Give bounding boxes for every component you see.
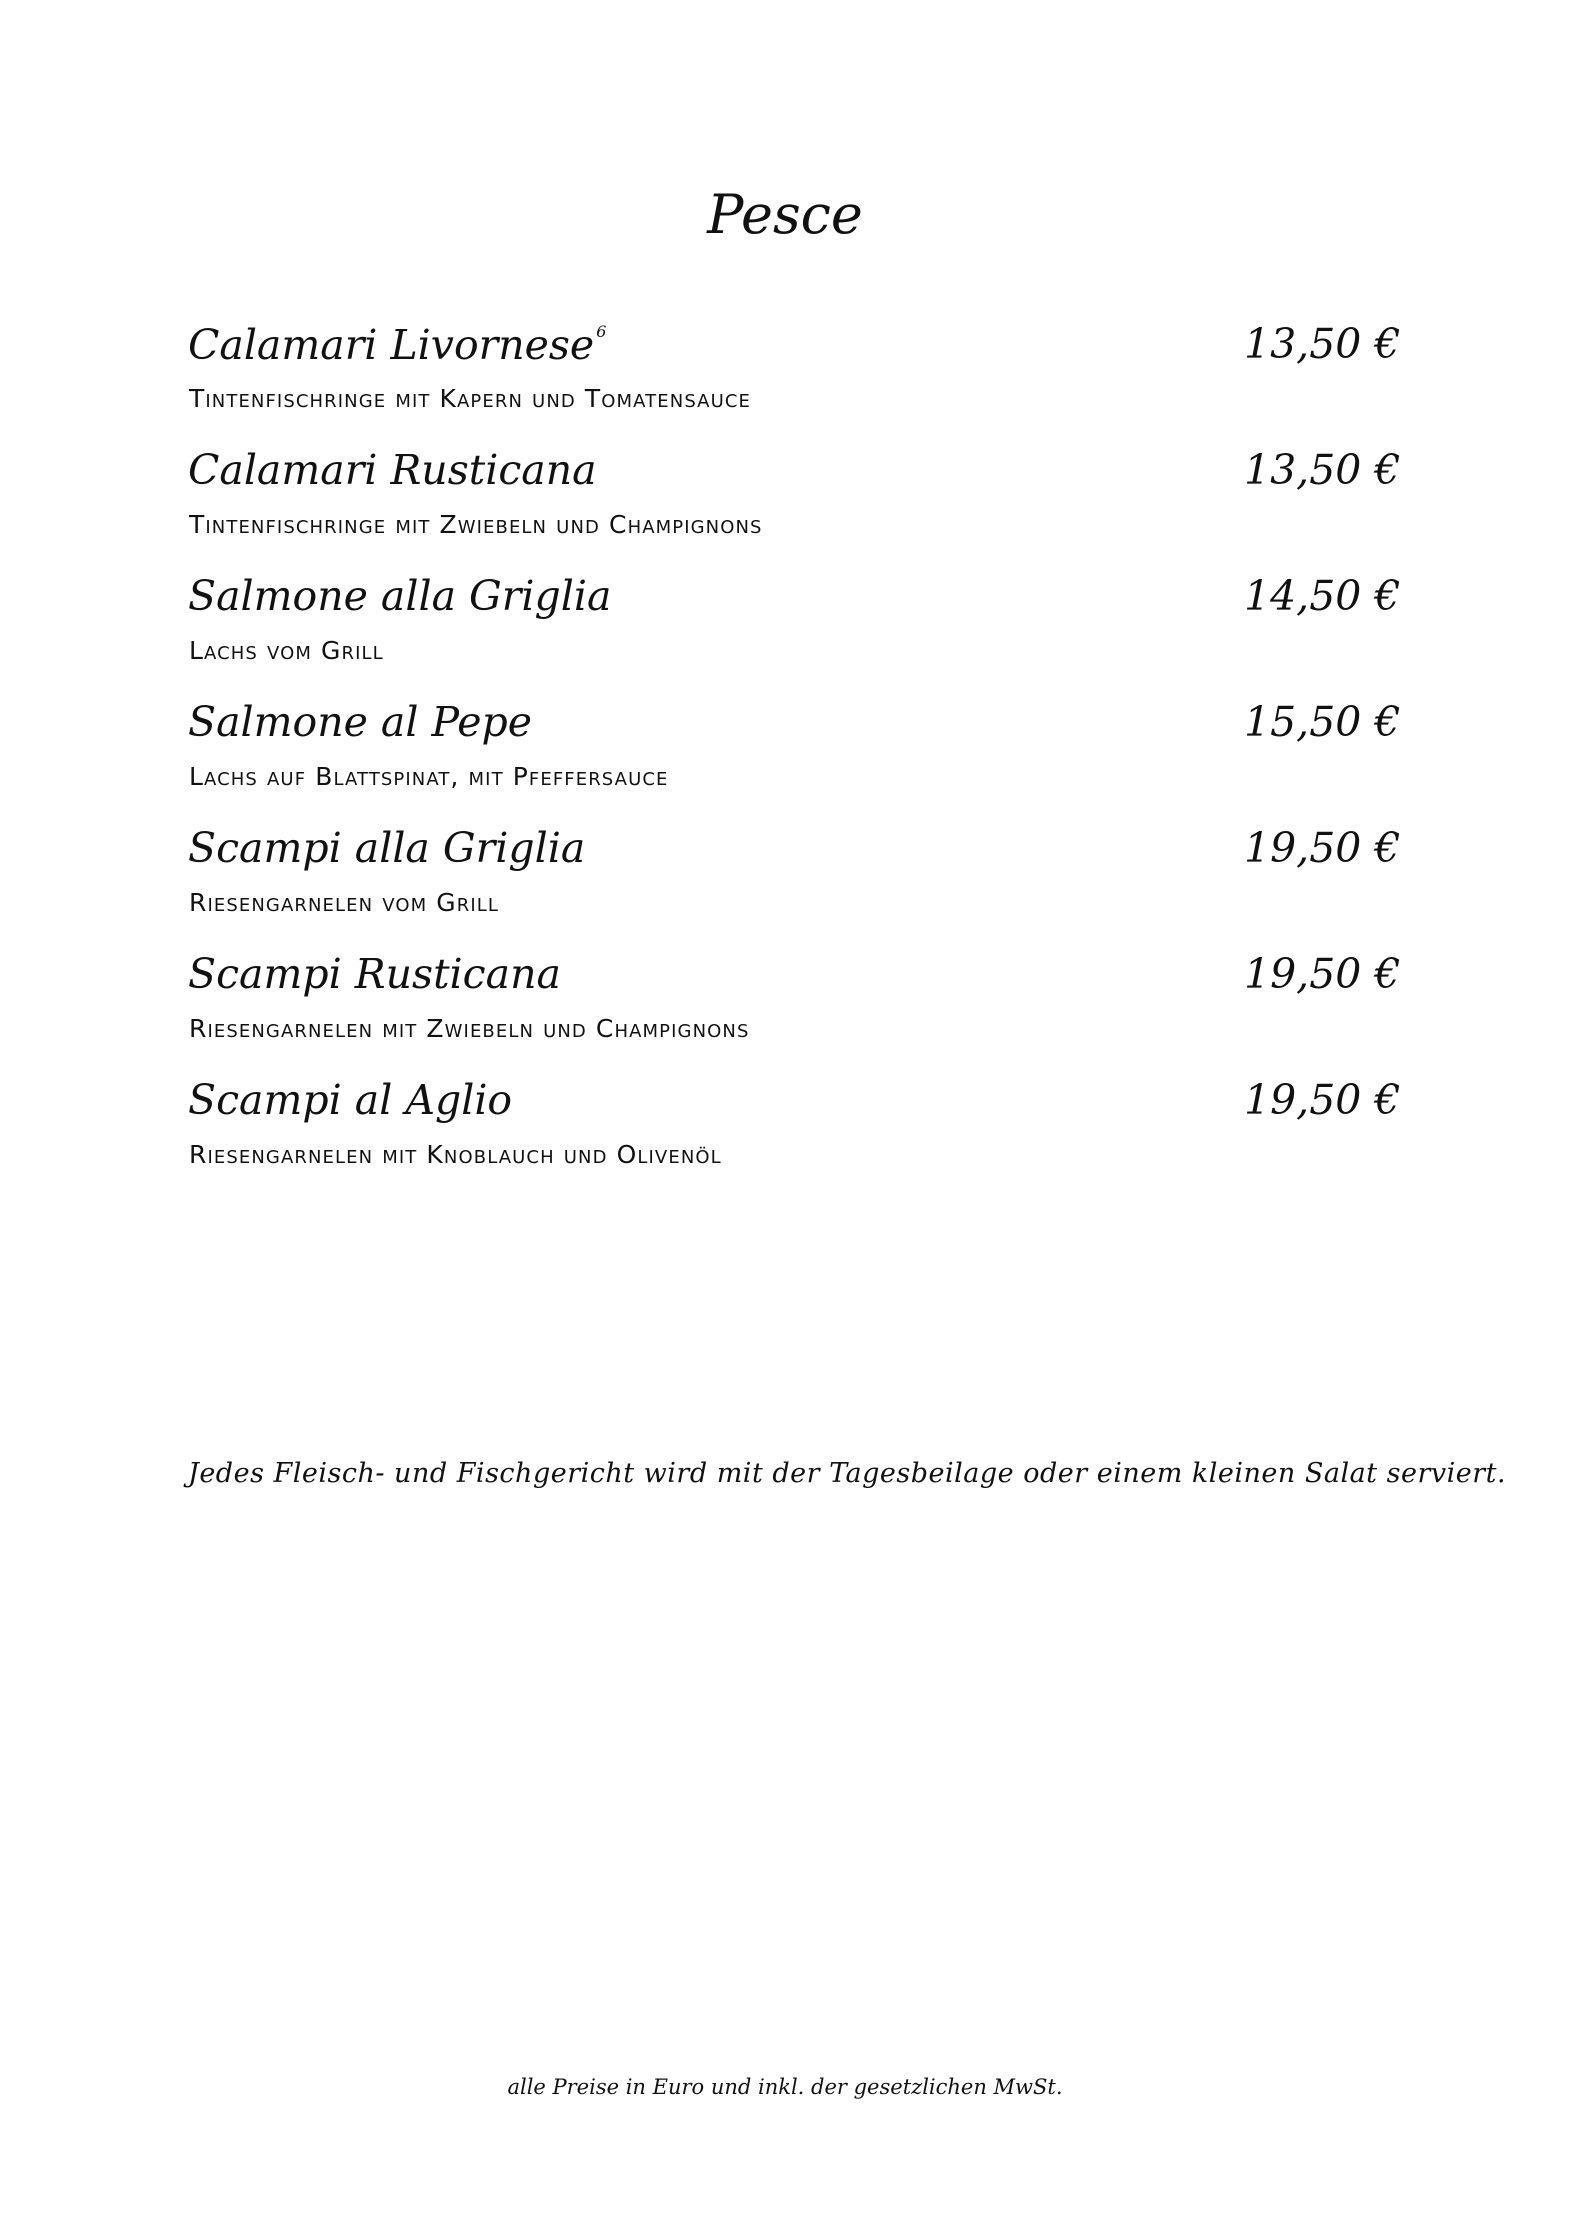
menu-item bbox=[188, 696, 1401, 822]
dish-description: Tintenfischringe mit Kapern und Tomatensauce bbox=[189, 384, 752, 413]
dish-name bbox=[188, 824, 586, 872]
dish-price: 13,50 € bbox=[1244, 320, 1401, 368]
menu-item bbox=[188, 948, 1401, 1074]
dish-price: 14,50 € bbox=[1244, 572, 1401, 620]
dish-name bbox=[188, 572, 612, 620]
side-dish-note: Jedes Fleisch- und Fischgericht wird mit der Tagesbeilage oder einem kleinen Salat serviert. bbox=[188, 1458, 1507, 1489]
dish-price: 19,50 € bbox=[1244, 950, 1401, 998]
menu-item bbox=[188, 444, 1401, 570]
dish-description: Lachs auf Blattspinat, mit Pfeffersauce bbox=[189, 762, 669, 791]
dish-name-text: Scampi alla Griglia bbox=[188, 824, 586, 872]
dish-name bbox=[188, 321, 607, 369]
page-title: Pesce bbox=[707, 183, 863, 246]
dish-name-text: Salmone al Pepe bbox=[188, 698, 533, 746]
menu-item bbox=[188, 1074, 1401, 1200]
dish-name-text: Calamari Livornese bbox=[188, 321, 595, 369]
menu-item bbox=[188, 570, 1401, 696]
menu-item bbox=[188, 318, 1401, 444]
dish-name bbox=[188, 1076, 513, 1124]
dish-price: 19,50 € bbox=[1244, 1076, 1401, 1124]
dish-name bbox=[188, 698, 533, 746]
dish-description: Lachs vom Grill bbox=[189, 636, 384, 665]
dish-description: Riesengarnelen mit Zwiebeln und Champignons bbox=[189, 1014, 750, 1043]
price-info-note: alle Preise in Euro und inkl. der gesetzlichen MwSt. bbox=[507, 2075, 1063, 2099]
dish-name-text: Scampi Rusticana bbox=[188, 950, 561, 998]
dish-price: 13,50 € bbox=[1244, 446, 1401, 494]
dish-description: Tintenfischringe mit Zwiebeln und Champignons bbox=[189, 510, 763, 539]
dish-name bbox=[188, 950, 561, 998]
menu-item bbox=[188, 822, 1401, 948]
allergen-note: 6 bbox=[596, 322, 607, 341]
dish-price: 19,50 € bbox=[1244, 824, 1401, 872]
dish-name bbox=[188, 446, 597, 494]
dish-price: 15,50 € bbox=[1244, 698, 1401, 746]
dish-name-text: Salmone alla Griglia bbox=[188, 572, 612, 620]
menu-list bbox=[188, 318, 1401, 1200]
dish-name-text: Scampi al Aglio bbox=[188, 1076, 513, 1124]
dish-description: Riesengarnelen vom Grill bbox=[189, 888, 500, 917]
dish-description: Riesengarnelen mit Knoblauch und Olivenöl bbox=[189, 1140, 722, 1169]
dish-name-text: Calamari Rusticana bbox=[188, 446, 597, 494]
